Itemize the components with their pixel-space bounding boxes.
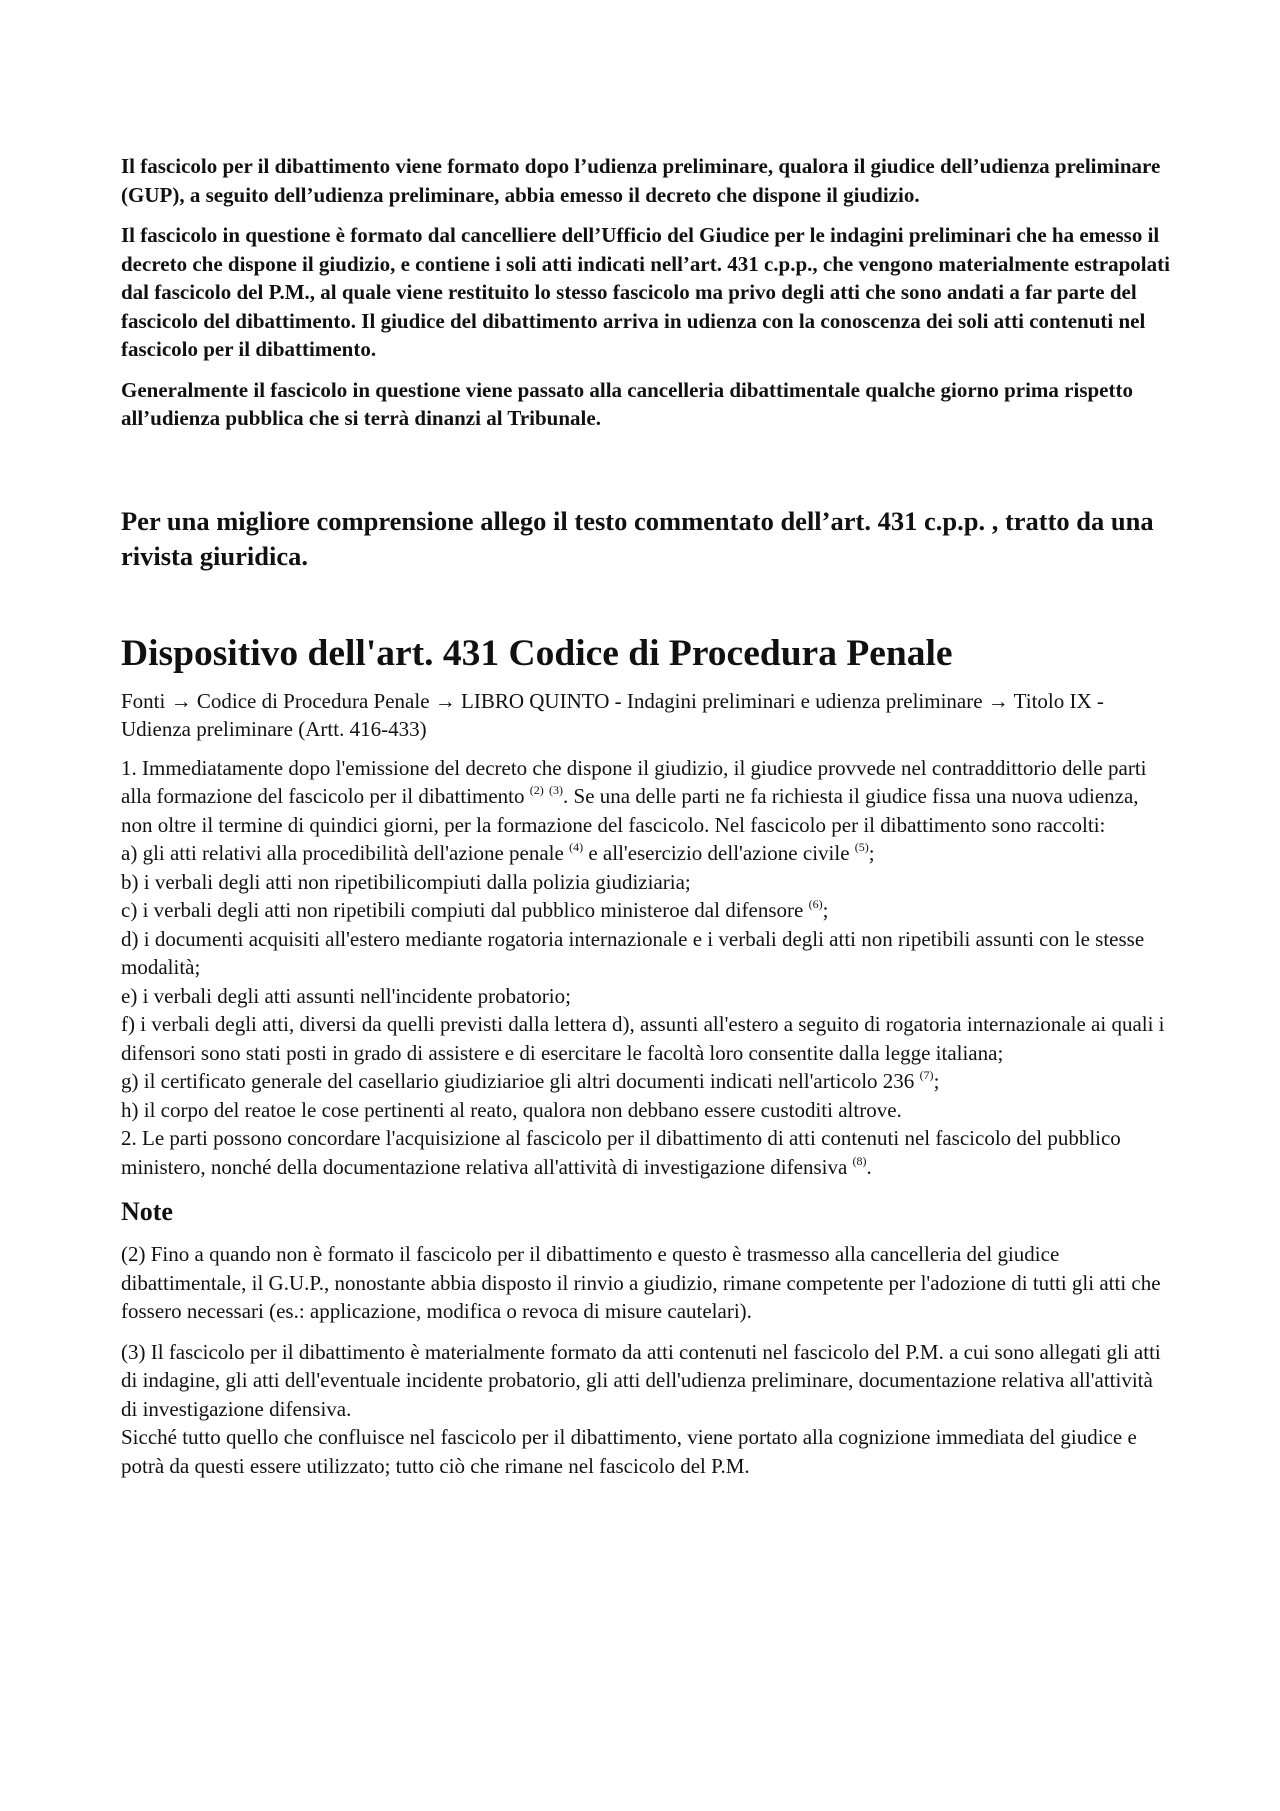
letter-g: g) il certificato generale del casellario giudiziarioe gli altri documenti indicati nell'articolo 236 $^{(7)}$; bbox=[121, 1068, 940, 1093]
letter-c: c) i verbali degli atti non ripetibili compiuti dal pubblico ministeroe dal difensore $^{(6)}$; bbox=[121, 897, 829, 922]
document-page bbox=[121, 152, 1171, 1492]
note-2: (2) Fino a quando non è formato il fascicolo per il dibattimento e questo è trasmesso alla cancelleria del giudice dibattimentale, il G.U.P., nonostante abbia disposto il rinvio a giudizio, rimane competente per l'adozione di tutti gli atti che fossero necessari (es.: applicazione, modifica o revoca di misure cautelari). bbox=[121, 1242, 1161, 1323]
letter-h: h) il corpo del reatoe le cose pertinenti al reato, qualora non debbano essere custoditi altrove. bbox=[121, 1097, 902, 1122]
note-3: (3) Il fascicolo per il dibattimento è materialmente formato da atti contenuti nel fascicolo del P.M. a cui sono allegati gli atti di indagine, gli atti dell'eventuale incidente probatorio, gli atti dell'udienza preliminare, documentazione relativa all'attività di investigazione difensiva. Sicché tutto quello che confluisce nel fascicolo per il dibattimento, viene portato alla cognizione immediata del giudice e potrà da questi essere utilizzato; tutto ciò che rimane nel fascicolo del P.M. bbox=[121, 1339, 1161, 1478]
footnote-ref-8: (8) bbox=[852, 1153, 867, 1168]
letter-e: e) i verbali degli atti assunti nell'incidente probatorio; bbox=[121, 983, 571, 1008]
letter-d: d) i documenti acquisiti all'estero mediante rogatoria internazionale e i verbali degli atti non ripetibili assunti con le stesse modalità; bbox=[121, 926, 1145, 979]
article-text bbox=[121, 754, 1171, 1182]
footnote-ref-4: (4) bbox=[569, 840, 584, 854]
letter-f: f) i verbali degli atti, diversi da quelli previsti dalla lettera d), assunti all'estero a seguito di rogatoria internazionale ai quali i difensori sono stati posti in grado di assistere e di esercitare le facoltà loro consentite dalla legge italiana; bbox=[121, 1012, 1165, 1065]
page-title: Dispositivo dell'art. 431 Codice di Procedura Penale bbox=[121, 632, 953, 674]
breadcrumb: Fonti → Codice di Procedura Penale → LIBRO QUINTO - Indagini preliminari e udienza preliminare → Titolo IX - Udienza preliminare (Artt. 416-433) bbox=[121, 688, 1104, 741]
footnote-ref-2: (2) bbox=[529, 783, 544, 797]
footnote-ref-5: (5) bbox=[854, 840, 869, 854]
lead-paragraph: Per una migliore comprensione allego il testo commentato dell’art. 431 c.p.p. , tratto da una rivista giuridica. bbox=[121, 505, 1154, 571]
notes-heading: Note bbox=[121, 1197, 173, 1226]
letter-b: b) i verbali degli atti non ripetibilicompiuti dalla polizia giudiziaria; bbox=[121, 869, 691, 894]
comma-1: 1. Immediatamente dopo l'emissione del decreto che dispone il giudizio, il giudice provvede nel contraddittorio delle parti alla formazione del fascicolo per il dibattimento $^{(2)}$ $^{(3)}$. Se una delle parti ne fa richiesta il giudice fissa una nuova udienza, non oltre il termine di quindici giorni, per la formazione del fascicolo. Nel fascicolo per il dibattimento sono raccolti: bbox=[121, 755, 1147, 837]
intro-paragraph-1: Il fascicolo per il dibattimento viene formato dopo l’udienza preliminare, qualora il giudice dell’udienza preliminare (GUP), a seguito dell’udienza preliminare, abbia emesso il decreto che dispone il giudizio. bbox=[121, 154, 1161, 207]
footnote-ref-7: (7) bbox=[919, 1068, 934, 1082]
letter-a: a) gli atti relativi alla procedibilità dell'azione penale $^{(4)}$ e all'esercizio dell'azione civile $^{(5)}$; bbox=[121, 840, 875, 865]
intro-paragraph-2: Il fascicolo in questione è formato dal cancelliere dell’Ufficio del Giudice per le indagini preliminari che ha emesso il decreto che dispone il giudizio, e contiene i soli atti indicati nell’art. 431 c.p.p., che vengono materialmente estrapolati dal fascicolo del P.M., al quale viene restituito lo stesso fascicolo ma privo degli atti che sono andati a far parte del fascicolo del dibattimento. Il giudice del dibattimento arriva in udienza con la conoscenza dei soli atti contenuti nel fascicolo per il dibattimento. bbox=[121, 223, 1170, 361]
comma-2: 2. Le parti possono concordare l'acquisizione al fascicolo per il dibattimento di atti contenuti nel fascicolo del pubblico ministero, nonché della documentazione relativa all'attività di investigazione difensiva $^{(8)}$. bbox=[121, 1126, 1121, 1179]
footnote-ref-6: (6) bbox=[808, 897, 823, 911]
footnote-ref-3: (3) bbox=[549, 783, 564, 797]
intro-paragraph-3: Generalmente il fascicolo in questione viene passato alla cancelleria dibattimentale qualche giorno prima rispetto all’udienza pubblica che si terrà dinanzi al Tribunale. bbox=[121, 377, 1133, 430]
